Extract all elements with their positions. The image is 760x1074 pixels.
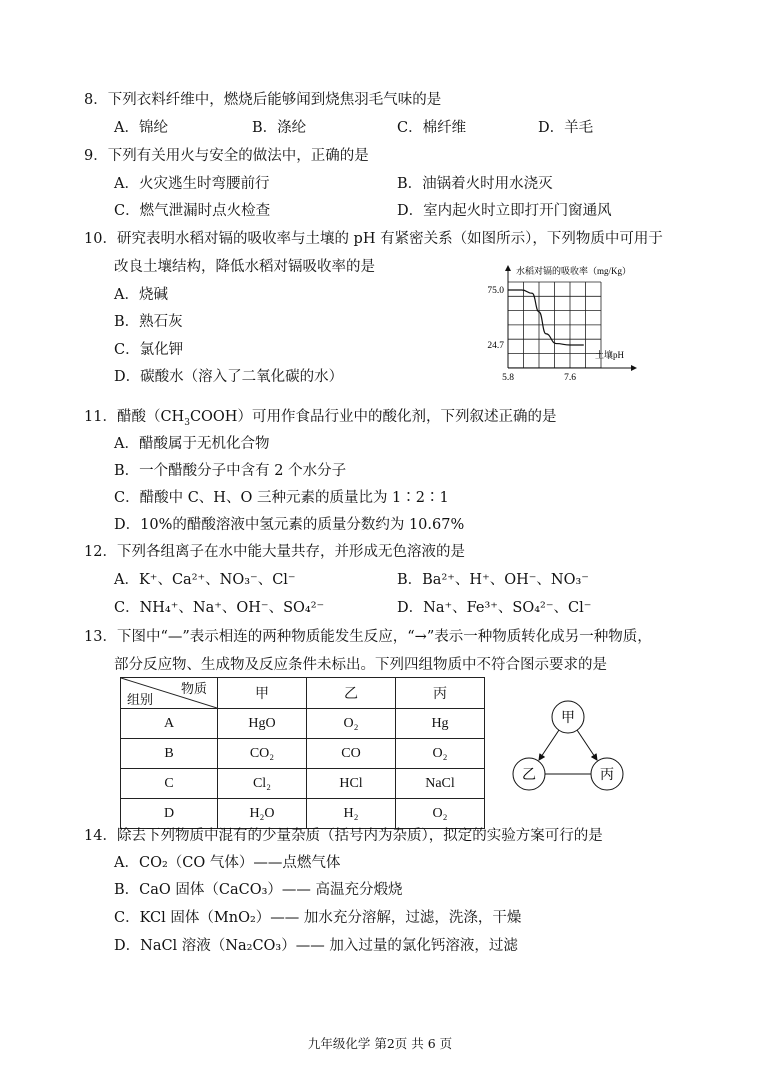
q9-option-c: C．燃气泄漏时点火检查 (114, 203, 271, 219)
q11-stem: 11．醋酸$(CH_3COOH)$可用作食品行业中的酸化剂，下列叙述正确的是 (84, 409, 557, 428)
row-b-group: B (121, 739, 218, 769)
corner-bottom-label: 组别 (127, 692, 154, 707)
q10-option-d: D．碳酸水（溶入了二氧化碳的水） (114, 369, 344, 385)
table-row (121, 769, 485, 799)
corner-top-label: 物质 (180, 681, 207, 696)
q14-option-a: A．CO₂（CO 气体）——点燃气体 (114, 855, 341, 871)
q8-stem: 8．下列衣料纤维中，燃烧后能够闻到烧焦羽毛气味的是 (84, 92, 442, 108)
q8-option-d: D．羊毛 (538, 120, 594, 136)
q8-option-b: B．涤纶 (252, 120, 307, 136)
row-c-group: C (121, 769, 218, 799)
table-row (121, 739, 485, 769)
row-b-bing: O₂ (396, 739, 485, 769)
q12-option-c: C．NH₄⁺、Na⁺、OH⁻、SO₄²⁻ (114, 600, 325, 616)
table-row (121, 799, 485, 829)
q10-option-c: C．氯化钾 (114, 342, 184, 358)
q12-option-a: A．K⁺、Ca²⁺、NO₃⁻、Cl⁻ (114, 572, 296, 588)
q10-stem-line1: 10．研究表明水稻对镉的吸收率与土壤的 pH 有紧密关系（如图所示），下列物质中可用于 (84, 231, 663, 247)
node-bing-label: 丙 (600, 767, 614, 783)
row-d-group: D (121, 799, 218, 829)
chart-grid (508, 282, 601, 368)
q10-option-a: A．烧碱 (114, 287, 168, 303)
node-jia-label: 甲 (561, 710, 575, 726)
q11-option-c: C．醋酸中 C、H、O 三种元素的质量比为 1∶2∶1 (114, 490, 449, 506)
y-tick-24-7: 24.7 (487, 341, 504, 351)
q14-option-c: C．KCl 固体（MnO₂）—— 加水充分溶解，过滤，洗涤，干燥 (114, 910, 522, 926)
y-tick-75: 75.0 (487, 286, 504, 296)
row-a-jia: HgO (218, 709, 307, 739)
y-axis-label: 水稻对镉的吸收率（mg/Kg） (516, 266, 632, 276)
row-d-jia: H₂O (218, 799, 307, 829)
row-d-yi: H₂ (307, 799, 396, 829)
page-footer: 九年级化学 第2页 共 6 页 (307, 1036, 453, 1051)
q10-stem-line2: 改良土壤结构，降低水稻对镉吸收率的是 (114, 259, 375, 275)
q12-option-d: D．Na⁺、Fe³⁺、SO₄²⁻、Cl⁻ (397, 600, 592, 616)
q11-option-d: D．10%的醋酸溶液中氢元素的质量分数约为 10.67% (114, 517, 465, 533)
row-c-yi: HCl (307, 769, 396, 799)
row-c-bing: NaCl (396, 769, 485, 799)
q12-option-b: B．Ba²⁺、H⁺、OH⁻、NO₃⁻ (397, 572, 589, 588)
series-line (508, 290, 584, 345)
row-b-yi: CO (307, 739, 396, 769)
row-a-yi: O₂ (307, 709, 396, 739)
q9-option-d: D．室内起火时立即打开门窗通风 (397, 203, 612, 219)
q13-table (120, 677, 485, 829)
q9-stem: 9．下列有关用火与安全的做法中，正确的是 (84, 148, 369, 164)
q9-option-b: B．油锅着火时用水浇灭 (397, 176, 553, 192)
row-c-jia: Cl₂ (218, 769, 307, 799)
q10-option-b: B．熟石灰 (114, 314, 183, 330)
table-row (121, 709, 485, 739)
table-corner-cell (121, 678, 218, 709)
x-axis-label: 土壤pH (595, 350, 624, 360)
q13-stem-line2: 部分反应物、生成物及反应条件未标出。下列四组物质中不符合图示要求的是 (114, 657, 607, 673)
arrow-jia-to-yi (539, 730, 559, 760)
q8-option-c: C．棉纤维 (397, 120, 467, 136)
cadmium-absorption-chart (478, 262, 648, 390)
q13-stem-line1: 13．下图中“—”表示相连的两种物质能发生反应，“→”表示一种物质转化成另一种物质， (84, 629, 652, 645)
q8-option-a: A．锦纶 (114, 120, 168, 136)
reaction-triangle-diagram (505, 690, 635, 800)
row-a-group: A (121, 709, 218, 739)
row-d-bing: O₂ (396, 799, 485, 829)
node-yi-label: 乙 (522, 767, 536, 783)
header-bing: 丙 (396, 678, 485, 709)
row-a-bing: Hg (396, 709, 485, 739)
q11-option-b: B．一个醋酸分子中含有 2 个水分子 (114, 463, 347, 479)
header-jia: 甲 (218, 678, 307, 709)
q14-option-d: D．NaCl 溶液（Na₂CO₃）—— 加入过量的氯化钙溶液，过滤 (114, 938, 518, 954)
q14-option-b: B．CaO 固体（CaCO₃）—— 高温充分煅烧 (114, 882, 403, 898)
q9-option-a: A．火灾逃生时弯腰前行 (114, 176, 270, 192)
row-b-jia: CO₂ (218, 739, 307, 769)
q12-stem: 12．下列各组离子在水中能大量共存，并形成无色溶液的是 (84, 544, 465, 560)
q11-option-a: A．醋酸属于无机化合物 (114, 436, 270, 452)
x-tick-5-8: 5.8 (502, 373, 514, 383)
q14-stem: 14．除去下列物质中混有的少量杂质（括号内为杂质），拟定的实验方案可行的是 (84, 828, 603, 844)
x-tick-7-6: 7.6 (564, 373, 576, 383)
arrow-jia-to-bing (577, 730, 597, 760)
header-yi: 乙 (307, 678, 396, 709)
